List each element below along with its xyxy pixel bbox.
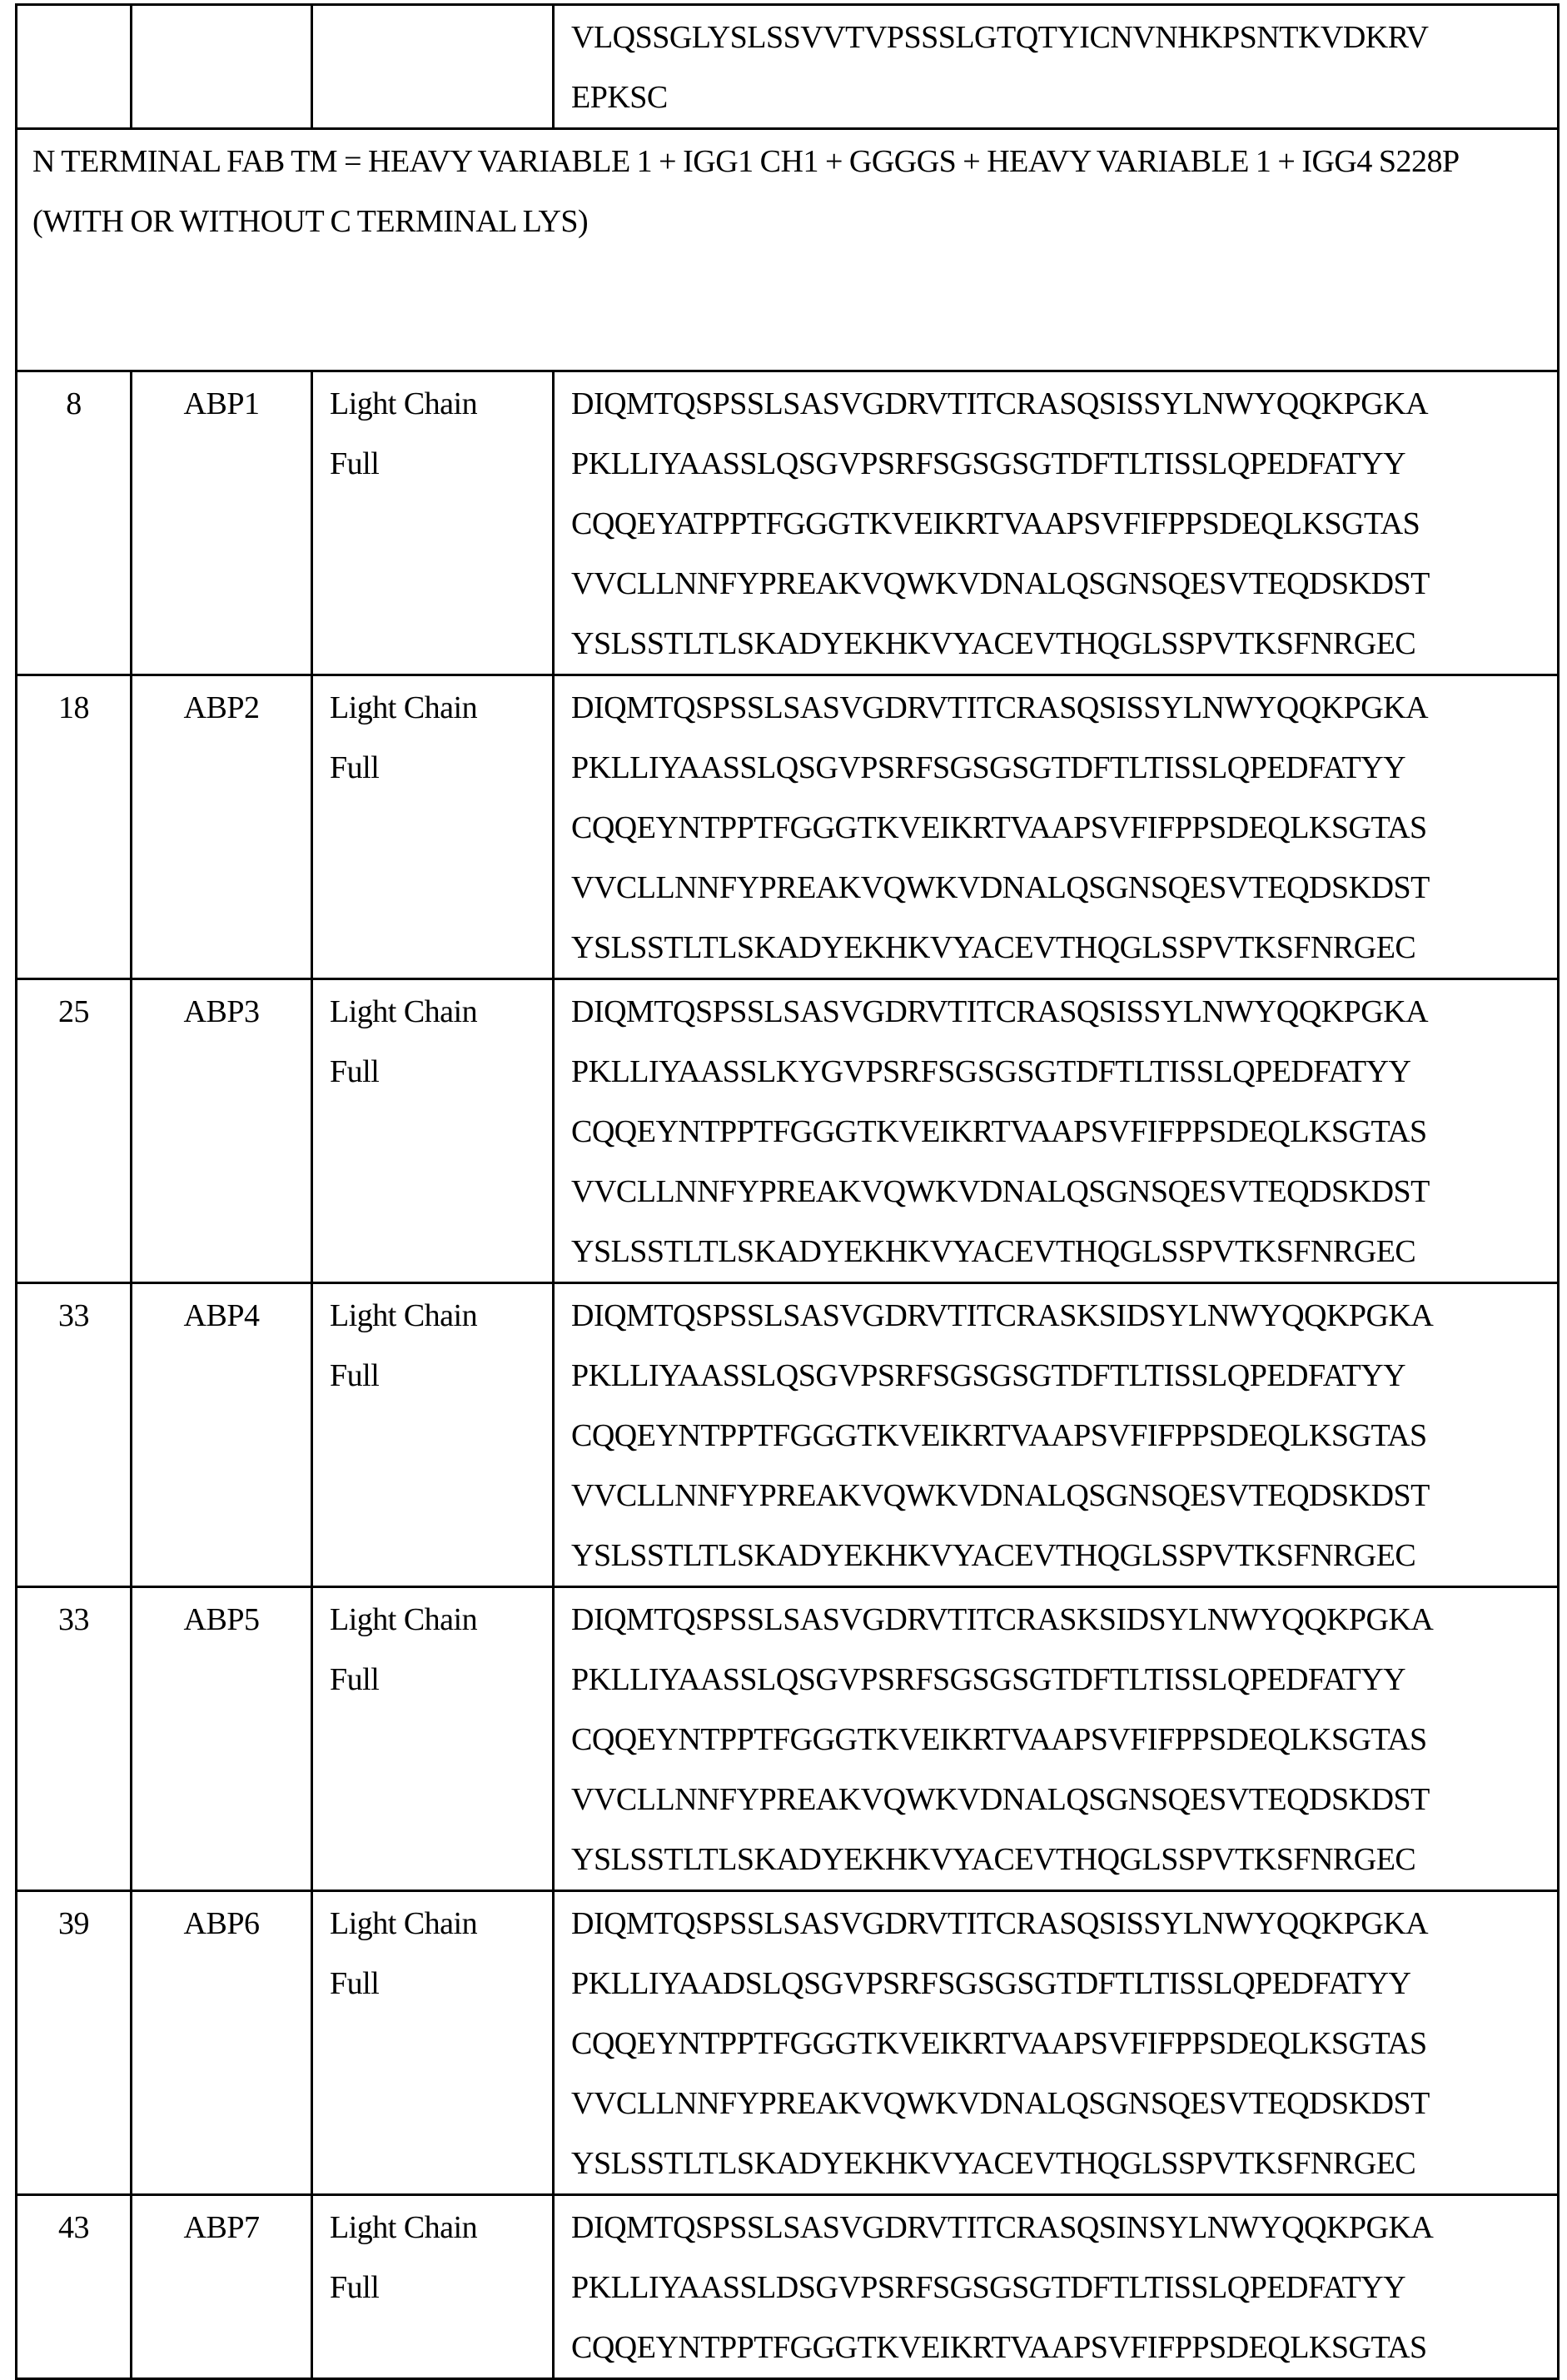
sequence-line: DIQMTQSPSSLSASVGDRVTITCRASQSISSYLNWYQQKPGKA	[571, 1906, 1429, 1941]
table-row	[17, 979, 1559, 1283]
seq-id: 25	[58, 994, 89, 1029]
seq-id-cell	[17, 979, 132, 1283]
name-cell	[132, 1587, 312, 1891]
table-row	[17, 371, 1559, 675]
description-line: Full	[330, 1662, 380, 1697]
sequence-line: PKLLIYAADSLQSGVPSRFSGSGSGTDFTLTISSLQPEDFATYY	[571, 1966, 1411, 2001]
description-line: Full	[330, 1054, 380, 1089]
sequence-line: PKLLIYAASSLQSGVPSRFSGSGSGTDFTLTISSLQPEDFATYY	[571, 446, 1406, 481]
sequence-line: YSLSSTLTLSKADYEKHKVYACEVTHQGLSSPVTKSFNRGEC	[571, 2146, 1416, 2181]
sequence-line: YSLSSTLTLSKADYEKHKVYACEVTHQGLSSPVTKSFNRGEC	[571, 1538, 1416, 1573]
sequence-line: YSLSSTLTLSKADYEKHKVYACEVTHQGLSSPVTKSFNRGEC	[571, 1842, 1416, 1877]
table-row-section-note	[17, 129, 1559, 371]
sequence-cell	[554, 2195, 1559, 2379]
antibody-name: ABP3	[183, 994, 260, 1029]
description-line: Light Chain	[330, 1298, 478, 1333]
name-cell	[132, 5, 312, 129]
seq-id: 43	[58, 2210, 89, 2245]
section-note-text: N TERMINAL FAB TM = HEAVY VARIABLE 1 + IGG1 CH1 + GGGGS + HEAVY VARIABLE 1 + IGG4 S228P (WITH OR WITHOUT C TERMINAL LYS)	[32, 144, 1459, 239]
antibody-name: ABP7	[183, 2210, 260, 2245]
section-note-cell	[17, 129, 1559, 371]
sequence-line: DIQMTQSPSSLSASVGDRVTITCRASKSIDSYLNWYQQKPGKA	[571, 1602, 1434, 1637]
description-line: Light Chain	[330, 690, 478, 725]
description-line: Full	[330, 2270, 380, 2305]
sequence-line: PKLLIYAASSLDSGVPSRFSGSGSGTDFTLTISSLQPEDFATYY	[571, 2270, 1406, 2305]
sequence-table-page	[15, 3, 1557, 2380]
sequence-cell	[554, 1891, 1559, 2195]
table-row	[17, 675, 1559, 979]
seq-id: 39	[58, 1906, 89, 1941]
seq-id-cell	[17, 1283, 132, 1587]
sequence-cell	[554, 5, 1559, 129]
sequence-line: CQQEYNTPPTFGGGTKVEIKRTVAAPSVFIFPPSDEQLKSGTAS	[571, 1418, 1427, 1453]
seq-id-cell	[17, 371, 132, 675]
name-cell	[132, 2195, 312, 2379]
seq-id-cell	[17, 675, 132, 979]
seq-id-cell	[17, 1587, 132, 1891]
description-line: Light Chain	[330, 386, 478, 421]
description-cell	[312, 1587, 554, 1891]
description-line: Full	[330, 750, 380, 785]
description-line: Full	[330, 1358, 380, 1393]
sequence-line: CQQEYNTPPTFGGGTKVEIKRTVAAPSVFIFPPSDEQLKSGTAS	[571, 1722, 1427, 1757]
seq-id: 33	[58, 1602, 89, 1637]
seq-id-cell	[17, 1891, 132, 2195]
sequence-line: CQQEYATPPTFGGGTKVEIKRTVAAPSVFIFPPSDEQLKSGTAS	[571, 506, 1420, 541]
sequence-line: CQQEYNTPPTFGGGTKVEIKRTVAAPSVFIFPPSDEQLKSGTAS	[571, 810, 1427, 845]
name-cell	[132, 1283, 312, 1587]
description-line: Full	[330, 446, 380, 481]
description-cell	[312, 1283, 554, 1587]
sequence-line: PKLLIYAASSLQSGVPSRFSGSGSGTDFTLTISSLQPEDFATYY	[571, 1358, 1406, 1393]
antibody-name: ABP1	[183, 386, 260, 421]
sequence-line: CQQEYNTPPTFGGGTKVEIKRTVAAPSVFIFPPSDEQLKSGTAS	[571, 2330, 1427, 2365]
table-row-continuation	[17, 5, 1559, 129]
sequence-line: VVCLLNNFYPREAKVQWKVDNALQSGNSQESVTEQDSKDST	[571, 2086, 1430, 2121]
sequence-line: DIQMTQSPSSLSASVGDRVTITCRASQSISSYLNWYQQKPGKA	[571, 690, 1429, 725]
seq-id: 33	[58, 1298, 89, 1333]
description-cell	[312, 5, 554, 129]
antibody-name: ABP4	[183, 1298, 260, 1333]
sequence-cell	[554, 1587, 1559, 1891]
description-line: Light Chain	[330, 1602, 478, 1637]
sequence-line: YSLSSTLTLSKADYEKHKVYACEVTHQGLSSPVTKSFNRGEC	[571, 1234, 1416, 1269]
table-row	[17, 2195, 1559, 2379]
description-line: Light Chain	[330, 1906, 478, 1941]
sequence-line: EPKSC	[571, 80, 668, 115]
name-cell	[132, 979, 312, 1283]
table-row	[17, 1283, 1559, 1587]
antibody-name: ABP5	[183, 1602, 260, 1637]
description-line: Light Chain	[330, 2210, 478, 2245]
sequence-cell	[554, 1283, 1559, 1587]
description-line: Full	[330, 1966, 380, 2001]
sequence-line: PKLLIYAASSLQSGVPSRFSGSGSGTDFTLTISSLQPEDFATYY	[571, 750, 1406, 785]
sequence-cell	[554, 371, 1559, 675]
description-cell	[312, 371, 554, 675]
sequence-line: VVCLLNNFYPREAKVQWKVDNALQSGNSQESVTEQDSKDST	[571, 1478, 1430, 1513]
sequence-line: PKLLIYAASSLKYGVPSRFSGSGSGTDFTLTISSLQPEDFATYY	[571, 1054, 1411, 1089]
seq-id-cell	[17, 2195, 132, 2379]
sequence-line: VLQSSGLYSLSSVVTVPSSSLGTQTYICNVNHKPSNTKVDKRV	[571, 20, 1429, 55]
seq-id-cell	[17, 5, 132, 129]
sequence-line: VVCLLNNFYPREAKVQWKVDNALQSGNSQESVTEQDSKDST	[571, 1174, 1430, 1209]
sequence-line: YSLSSTLTLSKADYEKHKVYACEVTHQGLSSPVTKSFNRGEC	[571, 626, 1416, 661]
description-cell	[312, 979, 554, 1283]
description-cell	[312, 2195, 554, 2379]
antibody-name: ABP2	[183, 690, 260, 725]
sequence-line: VVCLLNNFYPREAKVQWKVDNALQSGNSQESVTEQDSKDST	[571, 1782, 1430, 1817]
table-row	[17, 1891, 1559, 2195]
description-cell	[312, 1891, 554, 2195]
antibody-name: ABP6	[183, 1906, 260, 1941]
seq-id: 8	[66, 386, 82, 421]
sequence-line: DIQMTQSPSSLSASVGDRVTITCRASQSINSYLNWYQQKPGKA	[571, 2210, 1434, 2245]
sequence-cell	[554, 979, 1559, 1283]
sequence-line: YSLSSTLTLSKADYEKHKVYACEVTHQGLSSPVTKSFNRGEC	[571, 930, 1416, 965]
sequence-line: VVCLLNNFYPREAKVQWKVDNALQSGNSQESVTEQDSKDST	[571, 566, 1430, 601]
sequence-line: PKLLIYAASSLQSGVPSRFSGSGSGTDFTLTISSLQPEDFATYY	[571, 1662, 1406, 1697]
sequence-line: CQQEYNTPPTFGGGTKVEIKRTVAAPSVFIFPPSDEQLKSGTAS	[571, 2026, 1427, 2061]
sequence-line: DIQMTQSPSSLSASVGDRVTITCRASQSISSYLNWYQQKPGKA	[571, 994, 1429, 1029]
name-cell	[132, 1891, 312, 2195]
table-row	[17, 1587, 1559, 1891]
sequence-line: CQQEYNTPPTFGGGTKVEIKRTVAAPSVFIFPPSDEQLKSGTAS	[571, 1114, 1427, 1149]
sequence-table	[15, 3, 1560, 2380]
sequence-cell	[554, 675, 1559, 979]
seq-id: 18	[58, 690, 89, 725]
name-cell	[132, 675, 312, 979]
sequence-line: VVCLLNNFYPREAKVQWKVDNALQSGNSQESVTEQDSKDST	[571, 870, 1430, 905]
sequence-line: DIQMTQSPSSLSASVGDRVTITCRASKSIDSYLNWYQQKPGKA	[571, 1298, 1434, 1333]
name-cell	[132, 371, 312, 675]
sequence-line: DIQMTQSPSSLSASVGDRVTITCRASQSISSYLNWYQQKPGKA	[571, 386, 1429, 421]
description-line: Light Chain	[330, 994, 478, 1029]
description-cell	[312, 675, 554, 979]
